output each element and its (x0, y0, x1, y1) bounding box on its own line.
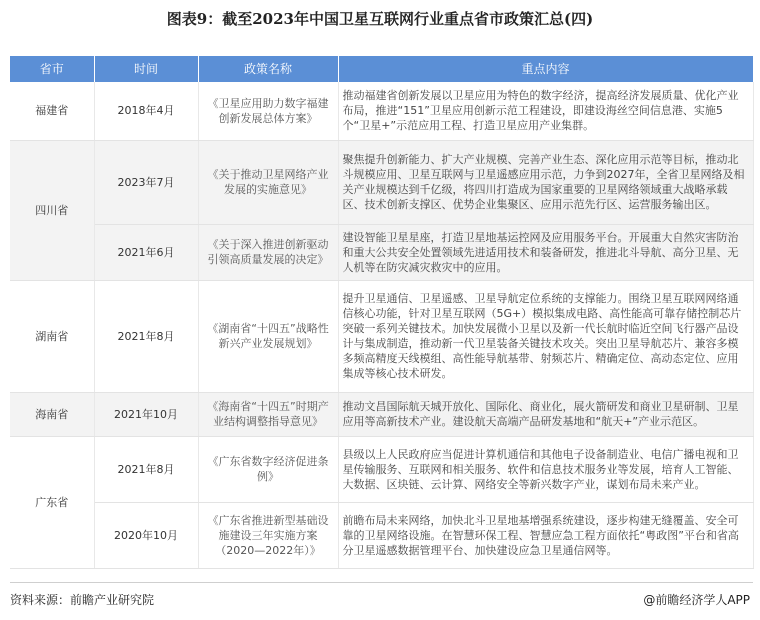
footer-divider (10, 582, 753, 583)
table-header-row (10, 56, 753, 82)
cell-content: 县级以上人民政府应当促进计算机通信和其他电子设备制造业、电信广播电视和卫星传输服务、互联网和相关服务、软件和信息技术服务业等发展，培育人工智能、大数据、区块链、云计算、网络安全等新兴数字产业，谋划布局未来产业。 (338, 436, 753, 502)
cell-date: 2021年8月 (94, 436, 198, 502)
cell-policy-name: 《广东省推进新型基础设施建设三年实施方案（2020—2022年）》 (198, 502, 338, 568)
table-row (10, 280, 753, 392)
brand-credit: @前瞻经济学人APP (643, 593, 750, 607)
cell-date: 2021年10月 (94, 392, 198, 436)
cell-content: 推动福建省创新发展以卫星应用为特色的数字经济，提高经济发展质量、优化产业布局，推进“151”卫星应用创新示范工程建设，即建设海丝空间信息港、实施5个“卫星+”示范应用工程、打造卫星应用产业集群。 (338, 82, 753, 140)
cell-policy-name: 《海南省“十四五”时期产业结构调整指导意见》 (198, 392, 338, 436)
cell-policy-name: 《湖南省“十四五”战略性新兴产业发展规划》 (198, 280, 338, 392)
cell-province: 福建省 (10, 82, 94, 140)
cell-content: 提升卫星通信、卫星遥感、卫星导航定位系统的支撑能力。围绕卫星互联网网络通信核心功能，针对卫星互联网（5G+）模拟集成电路、高性能高可靠存储控制芯片突破一系列关键技术。加快发展微小卫星以及新一代长航时临近空间飞行器产品设计与集成制造，推动新一代卫星装备关键技术攻关。突出卫星导航芯片、兼容多模多频高精度天线模组、高性能导航基带、射频芯片、精确定位、高动态定位、应用集成等核心技术研发。 (338, 280, 753, 392)
cell-policy-name: 《卫星应用助力数字福建创新发展总体方案》 (198, 82, 338, 140)
table-row (10, 436, 753, 502)
cell-date: 2023年7月 (94, 140, 198, 224)
table-row (10, 82, 753, 140)
header-content: 重点内容 (338, 56, 753, 82)
cell-content: 推动文昌国际航天城开放化、国际化、商业化，展火箭研发和商业卫星研制、卫星应用等高新技术产业。建设航天高端产品研发基地和“航天+”产业示范区。 (338, 392, 753, 436)
cell-policy-name: 《关于深入推进创新驱动引领高质量发展的决定》 (198, 224, 338, 280)
cell-province: 湖南省 (10, 280, 94, 392)
cell-date: 2020年10月 (94, 502, 198, 568)
cell-province: 广东省 (10, 436, 94, 568)
cell-date: 2018年4月 (94, 82, 198, 140)
cell-content: 前瞻布局未来网络，加快北斗卫星地基增强系统建设，逐步构建无缝覆盖、安全可靠的卫星网络设施。在智慧环保工程、智慧应急工程方面依托“粤政图”平台和省高分卫星遥感数据管理平台、加快建设应急卫星通信网等。 (338, 502, 753, 568)
policy-table (10, 56, 754, 569)
cell-province: 海南省 (10, 392, 94, 436)
cell-date: 2021年6月 (94, 224, 198, 280)
source-note: 资料来源：前瞻产业研究院 (10, 593, 155, 607)
cell-policy-name: 《广东省数字经济促进条例》 (198, 436, 338, 502)
table-row (10, 502, 753, 568)
cell-date: 2021年8月 (94, 280, 198, 392)
header-province: 省市 (10, 56, 94, 82)
table-row (10, 140, 753, 224)
cell-content: 聚焦提升创新能力、扩大产业规模、完善产业生态、深化应用示范等目标，推动北斗规模应用、卫星互联网与卫星遥感应用示范，力争到2027年，全省卫星网络及相关产业规模达到千亿级，将四川打造成为国家重要的卫星网络领域重大战略承载区、技术创新支撑区、优势企业集聚区、应用示范先行区、运营服务输出区。 (338, 140, 753, 224)
table-row (10, 224, 753, 280)
page-title: 图表9：截至2023年中国卫星互联网行业重点省市政策汇总(四) (166, 10, 594, 28)
header-policy-name: 政策名称 (198, 56, 338, 82)
cell-province: 四川省 (10, 140, 94, 280)
table-row (10, 392, 753, 436)
header-date: 时间 (94, 56, 198, 82)
cell-policy-name: 《关于推动卫星网络产业发展的实施意见》 (198, 140, 338, 224)
cell-content: 建设智能卫星星座，打造卫星地基运控网及应用服务平台。开展重大自然灾害防治和重大公共安全处置领域先进适用技术和装备研发，推进北斗导航、高分卫星、无人机等在防灾减灾救灾中的应用。 (338, 224, 753, 280)
